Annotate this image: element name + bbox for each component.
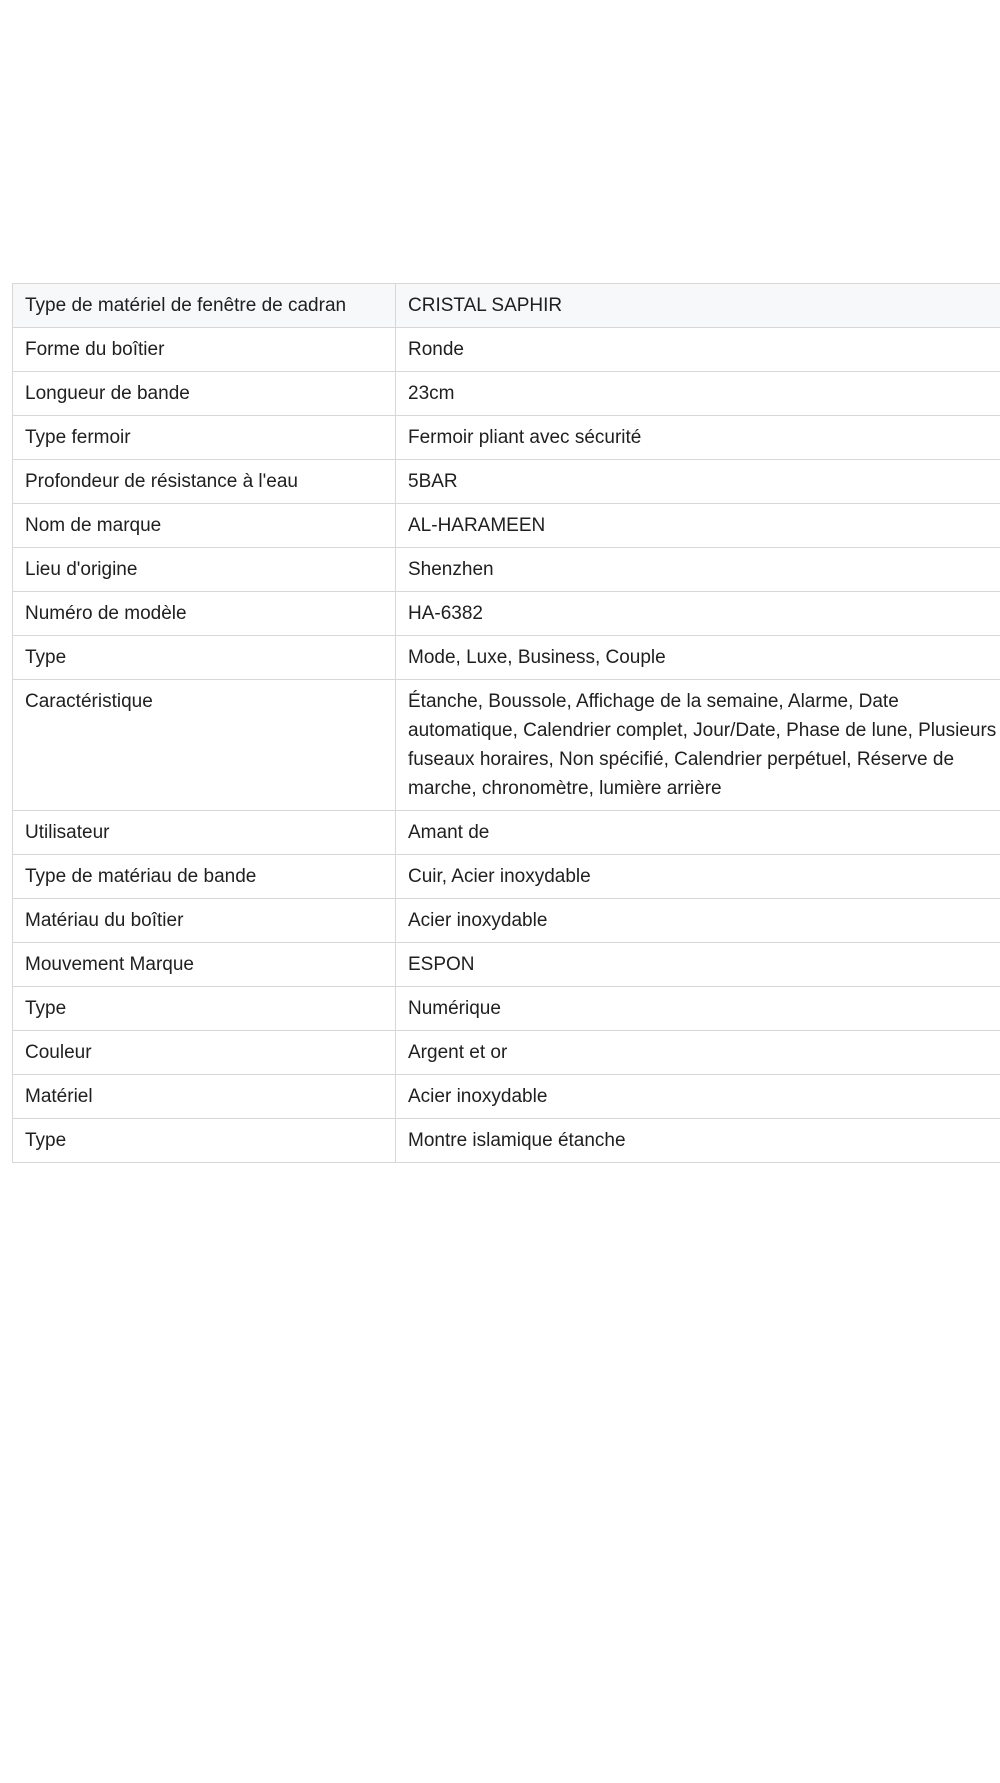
spec-label: Type de matériel de fenêtre de cadran: [13, 284, 396, 328]
spec-row: [13, 548, 1000, 592]
spec-row: [13, 811, 1000, 855]
spec-label: Type de matériau de bande: [13, 855, 396, 899]
spec-label: Type: [13, 1119, 396, 1163]
spec-value: 23cm: [396, 372, 1000, 416]
spec-row: [13, 592, 1000, 636]
spec-row: [13, 504, 1000, 548]
spec-value: Fermoir pliant avec sécurité: [396, 416, 1000, 460]
spec-value: Numérique: [396, 987, 1000, 1031]
spec-label: Mouvement Marque: [13, 943, 396, 987]
spec-value: Acier inoxydable: [396, 899, 1000, 943]
spec-label: Matériel: [13, 1075, 396, 1119]
spec-row: [13, 372, 1000, 416]
spec-value: AL-HARAMEEN: [396, 504, 1000, 548]
spec-label: Nom de marque: [13, 504, 396, 548]
spec-row: [13, 943, 1000, 987]
spec-value: HA-6382: [396, 592, 1000, 636]
spec-label: Couleur: [13, 1031, 396, 1075]
spec-value: Étanche, Boussole, Affichage de la semaine, Alarme, Date automatique, Calendrier complet, Jour/Date, Phase de lune, Plusieurs fuseaux horaires, Non spécifié, Calendrier perpétuel, Réserve de marche, chronomètre, lumière arrière: [396, 680, 1000, 811]
spec-value: Mode, Luxe, Business, Couple: [396, 636, 1000, 680]
spec-label: Lieu d'origine: [13, 548, 396, 592]
spec-label: Type fermoir: [13, 416, 396, 460]
spec-label: Longueur de bande: [13, 372, 396, 416]
spec-table-body: [13, 284, 1000, 1163]
spec-label: Type: [13, 987, 396, 1031]
spec-value: Montre islamique étanche: [396, 1119, 1000, 1163]
spec-label: Forme du boîtier: [13, 328, 396, 372]
spec-value: Acier inoxydable: [396, 1075, 1000, 1119]
spec-value: CRISTAL SAPHIR: [396, 284, 1000, 328]
product-spec-table: [12, 283, 1000, 1163]
spec-label: Numéro de modèle: [13, 592, 396, 636]
spec-row: [13, 855, 1000, 899]
spec-label: Matériau du boîtier: [13, 899, 396, 943]
spec-row: [13, 416, 1000, 460]
spec-row: [13, 1119, 1000, 1163]
spec-label: Type: [13, 636, 396, 680]
spec-value: 5BAR: [396, 460, 1000, 504]
spec-row: [13, 460, 1000, 504]
spec-label: Utilisateur: [13, 811, 396, 855]
spec-value: Cuir, Acier inoxydable: [396, 855, 1000, 899]
spec-label: Profondeur de résistance à l'eau: [13, 460, 396, 504]
spec-value: ESPON: [396, 943, 1000, 987]
spec-value: Argent et or: [396, 1031, 1000, 1075]
spec-row: [13, 680, 1000, 811]
spec-label: Caractéristique: [13, 680, 396, 811]
spec-value: Ronde: [396, 328, 1000, 372]
spec-value: Shenzhen: [396, 548, 1000, 592]
spec-row: [13, 1031, 1000, 1075]
spec-row: [13, 899, 1000, 943]
spec-row: [13, 987, 1000, 1031]
spec-row: [13, 636, 1000, 680]
spec-row: [13, 328, 1000, 372]
spec-row: [13, 1075, 1000, 1119]
spec-row: [13, 284, 1000, 328]
spec-value: Amant de: [396, 811, 1000, 855]
